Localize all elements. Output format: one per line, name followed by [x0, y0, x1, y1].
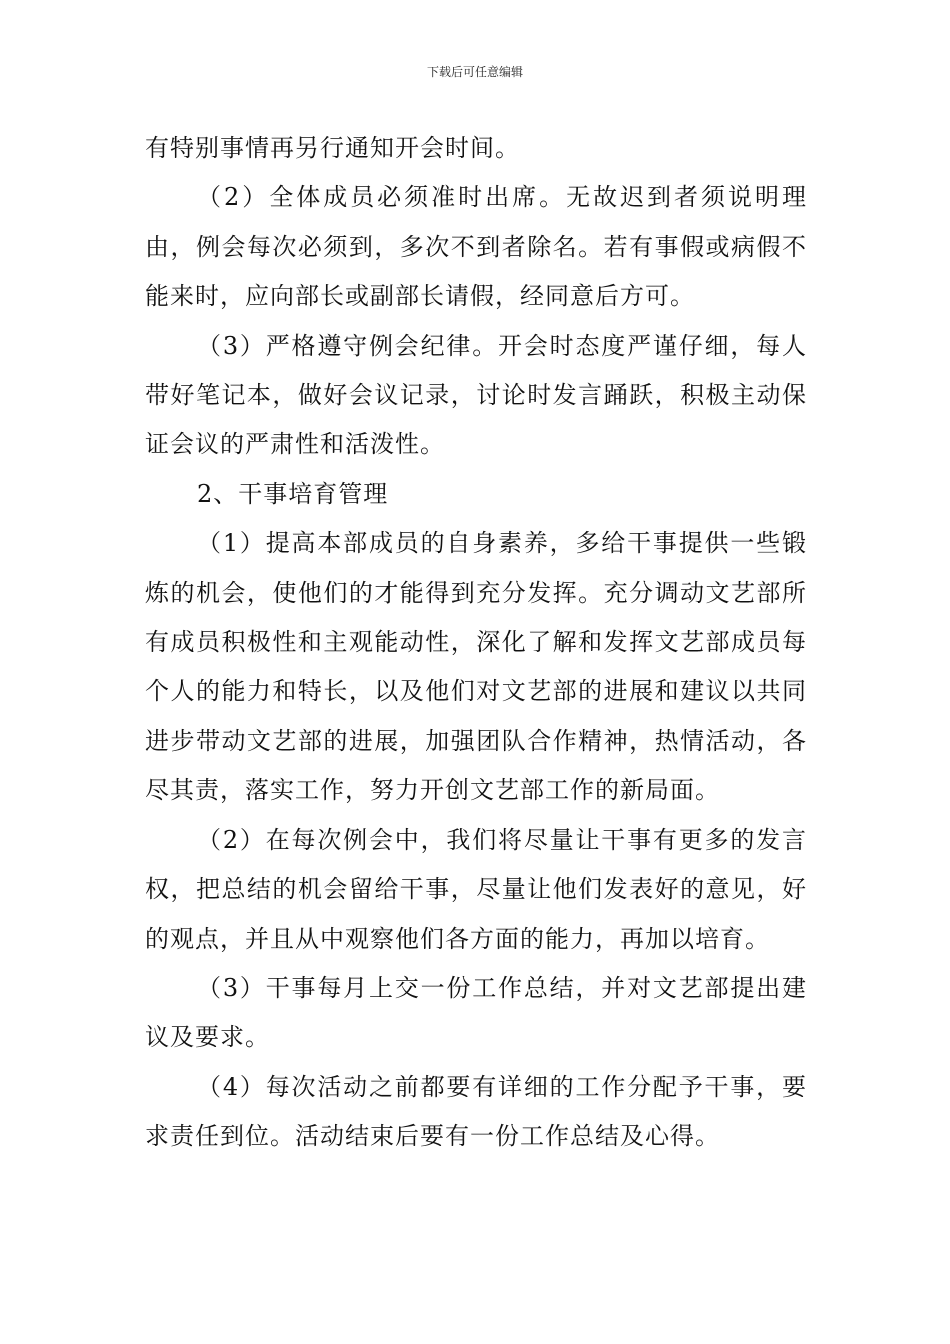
section-heading: 2、干事培育管理 — [197, 479, 389, 508]
document-body — [145, 124, 807, 1162]
paragraph-item-2: （2）全体成员必须准时出席。无故迟到者须说明理由，例会每次必须到，多次不到者除名。若有事假或病假不能来时，应向部长或副部长请假，经同意后方可。 — [145, 183, 807, 311]
paragraph-continuation: 有特别事情再另行通知开会时间。 — [145, 134, 520, 162]
paragraph-item-3b: （3）干事每月上交一份工作总结，并对文艺部提出建议及要求。 — [145, 973, 807, 1052]
paragraph-item-2b: （2）在每次例会中，我们将尽量让干事有更多的发言权，把总结的机会留给干事，尽量让他们发表好的意见，好的观点，并且从中观察他们各方面的能力，再加以培育。 — [145, 825, 807, 953]
page-header-note: 下载后可任意编辑 — [426, 65, 523, 79]
paragraph-item-4: （4）每次活动之前都要有详细的工作分配予干事，要求责任到位。活动结束后要有一份工作总结及心得。 — [145, 1072, 807, 1151]
paragraph-item-3: （3）严格遵守例会纪律。开会时态度严谨仔细，每人带好笔记本，做好会议记录，讨论时发言踊跃，积极主动保证会议的严肃性和活泼性。 — [145, 331, 807, 459]
paragraph-item-1: （1）提高本部成员的自身素养，多给干事提供一些锻炼的机会，使他们的才能得到充分发挥。充分调动文艺部所有成员积极性和主观能动性，深化了解和发挥文艺部成员每个人的能力和特长，以及他们对文艺部的进展和建议以共同进步带动文艺部的进展，加强团队合作精神，热情活动，各尽其责，落实工作，努力开创文艺部工作的新局面。 — [145, 529, 807, 805]
